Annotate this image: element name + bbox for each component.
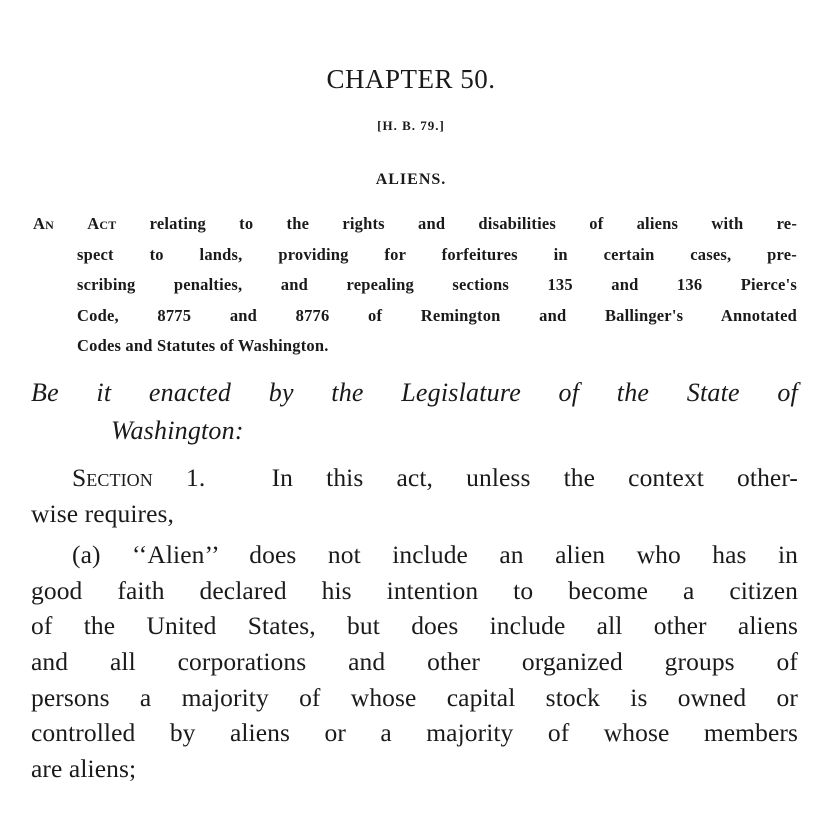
enacting-clause-line: Washington:	[111, 416, 244, 445]
clause-line: good faith declared his intention to become a citizen	[31, 575, 798, 605]
act-title-line: Code, 8775 and 8776 of Remington and Ballinger's Annotated	[77, 305, 797, 325]
clause-line: and all corporations and other organized groups of	[31, 646, 798, 676]
act-title-line	[33, 209, 797, 240]
act-lead-act: Act	[87, 214, 117, 233]
clause-line: of the United States, but does include all other aliens	[31, 611, 798, 641]
section-label: Section 1.	[72, 463, 206, 492]
bill-number: [H. B. 79.]	[377, 118, 445, 133]
clause-a-paragraph	[31, 537, 798, 786]
section-1-paragraph	[31, 460, 798, 531]
enacting-clause-line: Be it enacted by the Legislature of the State of	[31, 378, 798, 407]
section-line	[31, 460, 798, 496]
chapter-heading: CHAPTER 50.	[326, 64, 496, 94]
act-title-paragraph	[33, 209, 797, 362]
clause-line: persons a majority of whose capital stock is owned or	[31, 682, 798, 712]
act-title-line: Codes and Statutes of Washington.	[77, 336, 329, 355]
section-1-line-1-text: In this act, unless the context other-	[271, 463, 799, 492]
act-line-1-text: relating to the rights and disabilities of aliens with re-	[149, 214, 798, 233]
section-body	[31, 460, 798, 786]
clause-line: controlled by aliens or a majority of whose members	[31, 718, 798, 748]
act-title-line: scribing penalties, and repealing sections 135 and 136 Pierce's	[77, 275, 797, 294]
act-title-line: spect to lands, providing for forfeitures in certain cases, pre-	[77, 244, 797, 264]
clause-line: (a) ‘‘Alien’’ does not include an alien who has in	[72, 540, 798, 570]
act-lead-an: An	[33, 214, 54, 233]
section-line: wise requires,	[31, 498, 175, 528]
subject-heading: ALIENS.	[375, 171, 447, 188]
clause-line: are aliens;	[31, 753, 137, 783]
enacting-clause	[31, 374, 798, 450]
